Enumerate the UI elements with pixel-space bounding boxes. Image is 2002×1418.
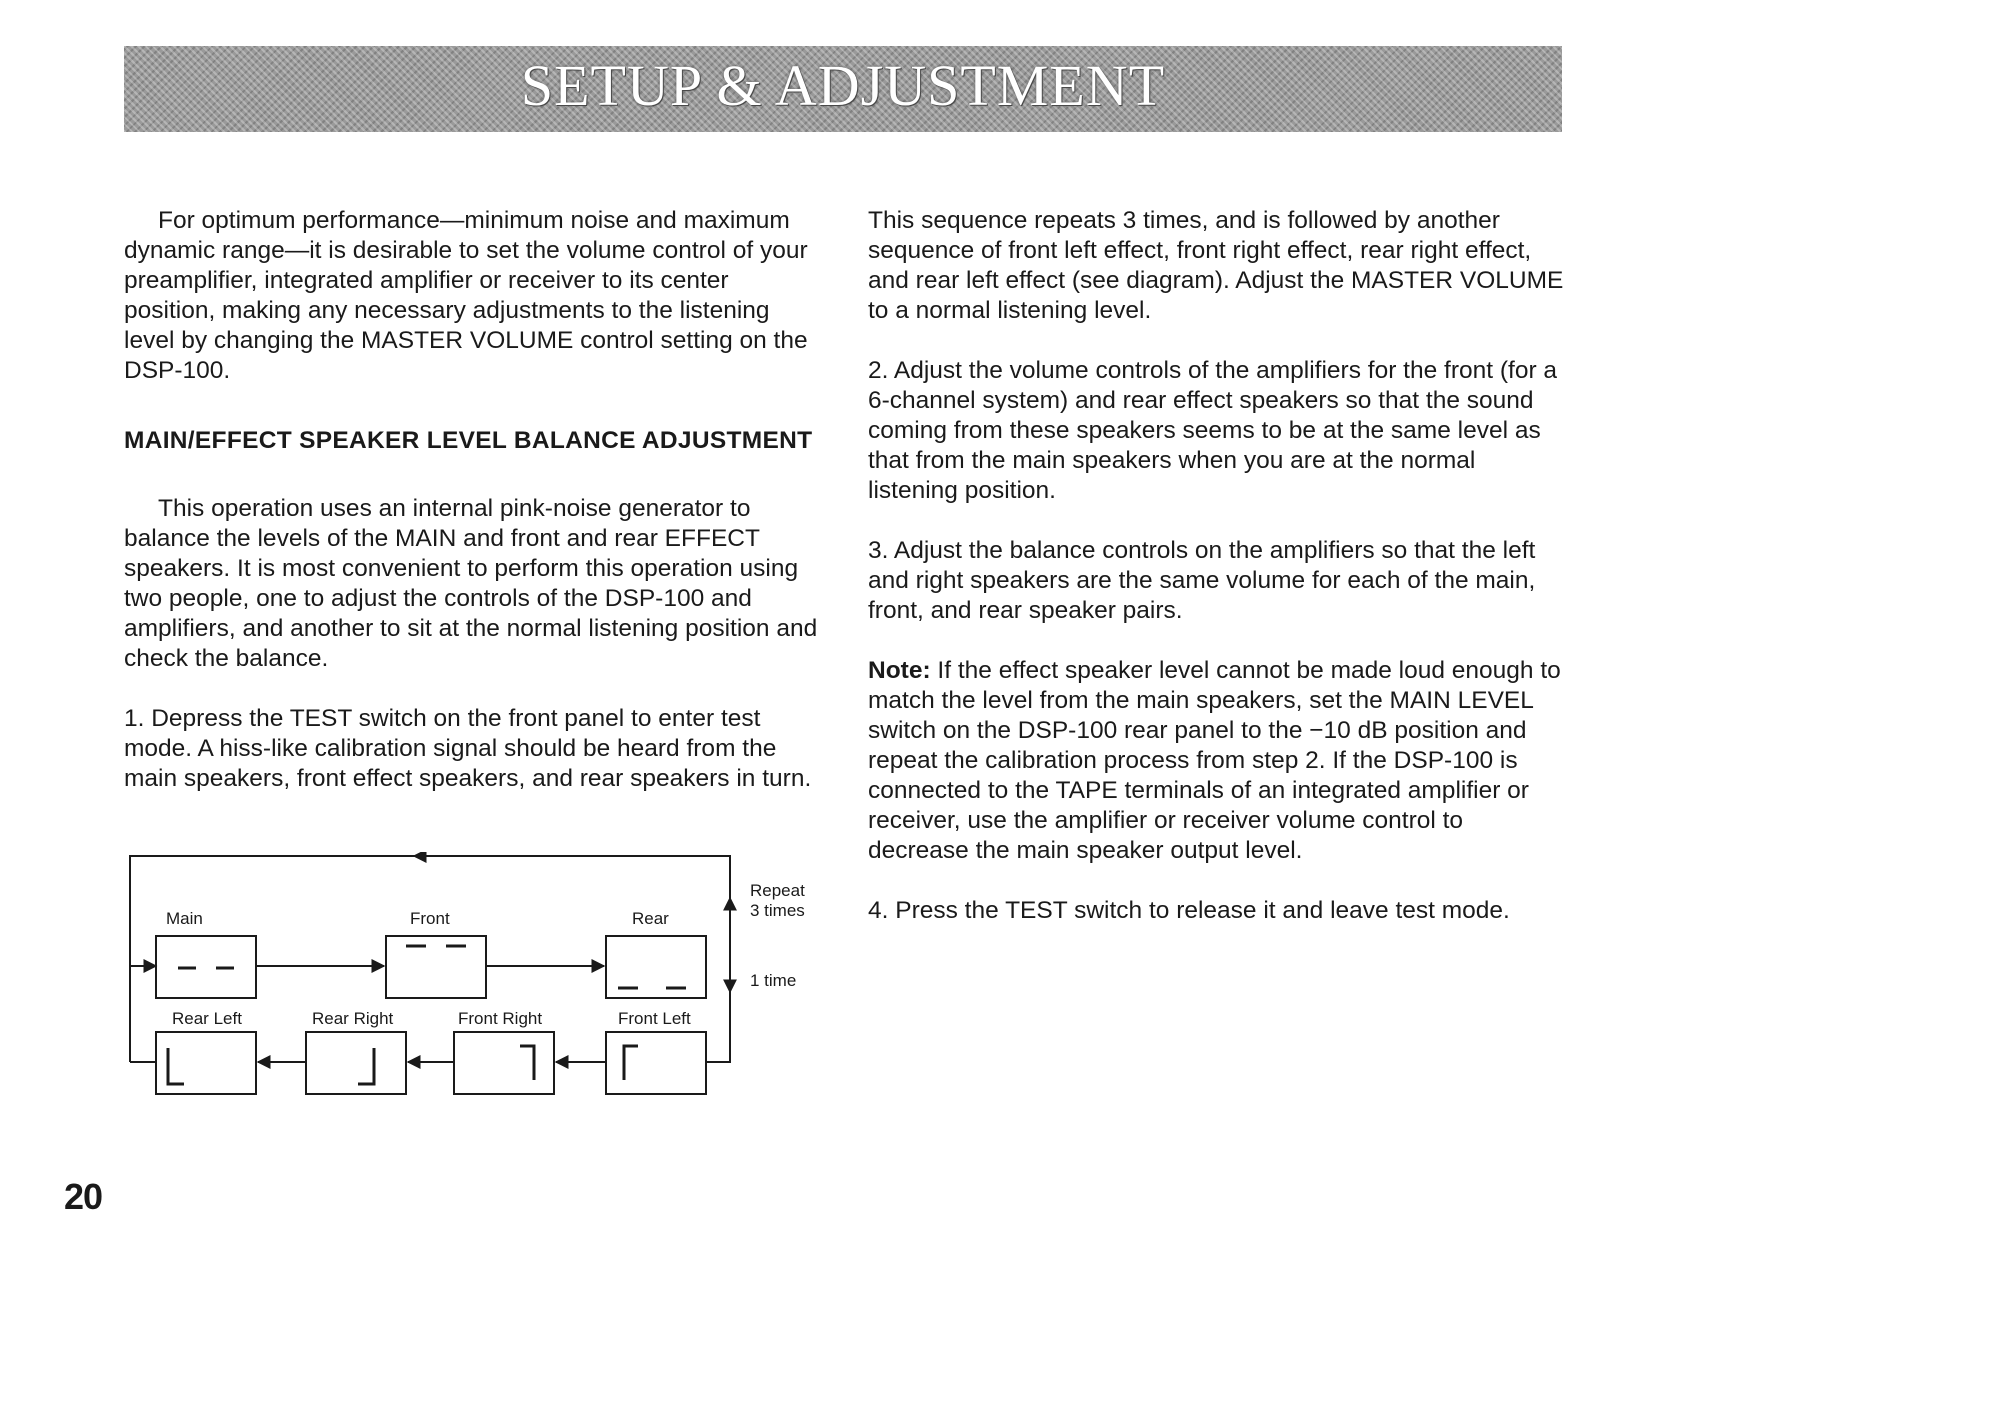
rear-right-label: Rear Right <box>312 1009 394 1028</box>
step-3-paragraph: 3. Adjust the balance controls on the amplifiers so that the left and right speakers are the same volume for each of the main, front, and rear speaker pairs. <box>868 537 1536 624</box>
pink-noise-paragraph: This operation uses an internal pink-noise generator to balance the levels of the MAIN and front and rear EFFECT speakers. It is most convenient to perform this operation using two people, one to adjust the controls of the DSP-100 and amplifiers, and another to sit at the normal listening position and check the balance. <box>124 495 818 672</box>
intro-paragraph: For optimum performance—minimum noise and maximum dynamic range—it is desirable to set the volume control of your preamplifier, integrated amplifier or receiver to its center position, making any necessary adjustments to the listening level by changing the MASTER VOLUME control setting on the DSP-100. <box>124 207 808 384</box>
right-column <box>868 206 1568 956</box>
rear-left-label: Rear Left <box>172 1009 242 1028</box>
step-2-paragraph: 2. Adjust the volume controls of the amplifiers for the front (for a 6-channel system) and rear effect speakers so that the sound coming from these speakers seems to be at the same level as that from the main speakers when you are at the normal listening position. <box>868 357 1558 504</box>
segment-glyphs <box>168 946 686 1084</box>
speaker-balance-heading: MAIN/EFFECT SPEAKER LEVEL BALANCE ADJUSTMENT <box>124 427 813 454</box>
front-right-label: Front Right <box>458 1009 543 1028</box>
test-sequence-diagram <box>124 852 824 1112</box>
section-title: SETUP & ADJUSTMENT <box>520 53 1166 118</box>
rear-label: Rear <box>632 909 669 928</box>
page-number: 20 <box>64 1176 103 1217</box>
repeat-times-label: 3 times <box>750 901 805 920</box>
left-column <box>124 206 820 824</box>
note-paragraph <box>868 656 1568 866</box>
front-left-label: Front Left <box>618 1009 691 1028</box>
sequence-paragraph: This sequence repeats 3 times, and is followed by another sequence of front left effect, front right effect, rear right effect, and rear left effect (see diagram). Adjust the MASTER VOLUME to a normal listening level. <box>868 207 1564 324</box>
front-label: Front <box>410 909 450 928</box>
note-text: If the effect speaker level cannot be made loud enough to match the level from the main speakers, set the MAIN LEVEL switch on the DSP-100 rear panel to the −10 dB position and repeat the calibration process from step 2. If the DSP-100 is connected to the TAPE terminals of an integrated amplifier or receiver, use the amplifier or receiver volume control to decrease the main speaker output level. <box>868 657 1561 864</box>
section-banner <box>124 46 1562 132</box>
step-1-paragraph: 1. Depress the TEST switch on the front panel to enter test mode. A hiss-like calibration signal should be heard from the main speakers, front effect speakers, and rear speakers in turn. <box>124 705 812 792</box>
repeat-label: Repeat <box>750 881 805 900</box>
step-4-paragraph: 4. Press the TEST switch to release it and leave test mode. <box>868 897 1510 924</box>
note-label: Note: <box>868 657 931 684</box>
once-label: 1 time <box>750 971 797 990</box>
main-label: Main <box>166 909 203 928</box>
